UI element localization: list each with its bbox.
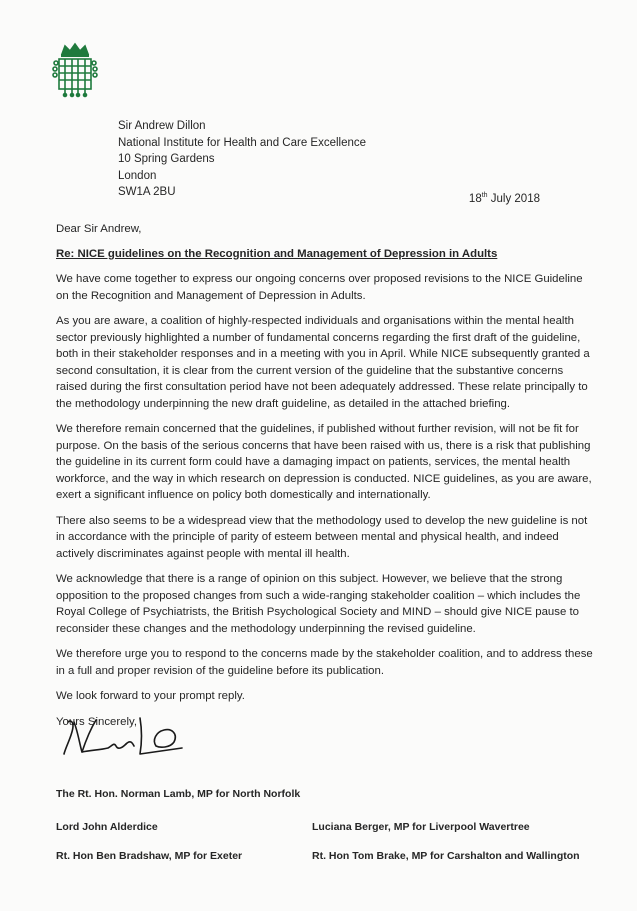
closing: Yours Sincerely, (56, 715, 138, 728)
paragraph-5: We acknowledge that there is a range of opinion on this subject. However, we believe that the strong opposition to the proposed changes from such a wide-ranging stakeholder coalition – which includes the Royal College of Psychiatrists, the British Psychological Society and MIND – should give NICE pause to reconsider these changes and the methodology underpinning the revised guideline. (56, 573, 581, 635)
letter-date (469, 193, 540, 205)
date-suffix: th (481, 192, 488, 200)
signatory-bradshaw: Rt. Hon Ben Bradshaw, MP for Exeter (56, 850, 243, 862)
recipient-address (118, 118, 366, 201)
date-day: 18 (468, 193, 482, 205)
signatory-berger: Luciana Berger, MP for Liverpool Wavertree (312, 821, 530, 833)
signatory-brake: Rt. Hon Tom Brake, MP for Carshalton and Wallington (312, 850, 580, 862)
salutation: Dear Sir Andrew, (56, 223, 142, 235)
recipient-name: Sir Andrew Dillon (118, 120, 206, 132)
paragraph-6: We therefore urge you to respond to the concerns made by the stakeholder coalition, and to address these in a full and proper revision of the guideline before its publication. (56, 648, 593, 677)
date-rest: July 2018 (487, 193, 540, 205)
letter-body (56, 221, 596, 739)
paragraph-7: We look forward to your prompt reply. (56, 690, 245, 702)
paragraph-4: There also seems to be a widespread view that the methodology used to develop the new guideline is not in accordance with the principle of parity of esteem between mental and physical health, and indeed actively discriminates against people with mental ill health. (56, 514, 588, 560)
recipient-city: London (118, 169, 157, 182)
portcullis-icon (52, 42, 98, 98)
recipient-street: 10 Spring Gardens (118, 153, 215, 165)
handwritten-signature (60, 712, 190, 762)
signatory-lamb: The Rt. Hon. Norman Lamb, MP for North Norfolk (56, 788, 301, 800)
subject-line: Re: NICE guidelines on the Recognition and Management of Depression in Adults (56, 247, 498, 260)
paragraph-3: We therefore remain concerned that the guidelines, if published without further revision, will not be fit for purpose. On the basis of the serious concerns that have been raised with us, there is a risk that publishing the guideline in its current form could have a damaging impact on patients, services, the mental health workforce, and the way in which research on depression is conducted. NICE guidelines, as you are aware, exert a significant influence on policy both domestically and internationally. (56, 423, 592, 501)
paragraph-2: As you are aware, a coalition of highly-respected individuals and organisations within the mental health sector previously highlighted a number of fundamental concerns regarding the first draft of the guideline, both in their stakeholder responses and in a meeting with you in April. While NICE subsequently granted a second consultation, it is clear from the current version of the guideline that the substantive concerns raised during the first consultation period have not been adequately addressed. These relate principally to the methodology underpinning the new draft guideline, as detailed in the attached briefing. (56, 315, 590, 410)
paragraph-1: We have come together to express our ongoing concerns over proposed revisions to the NICE Guideline on the Recognition and Management of Depression in Adults. (56, 273, 583, 302)
signatory-alderdice: Lord John Alderdice (56, 821, 158, 833)
recipient-postcode: SW1A 2BU (118, 186, 176, 198)
recipient-organisation: National Institute for Health and Care Excellence (118, 136, 367, 149)
